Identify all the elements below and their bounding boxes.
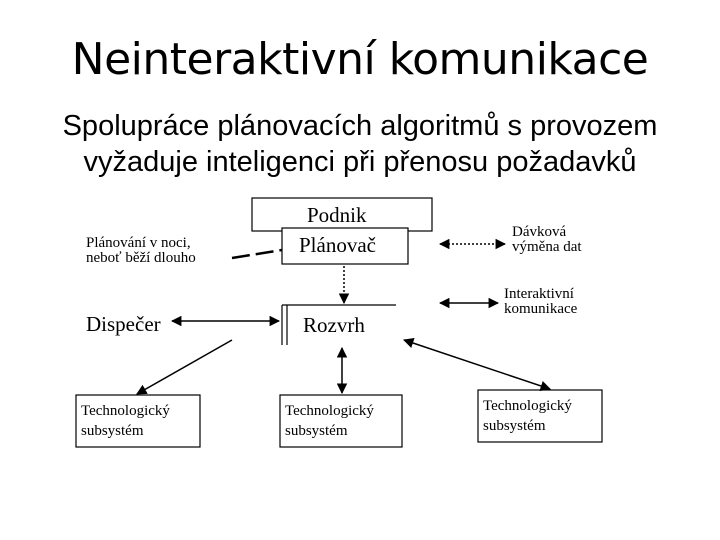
- planning-note-line-1: Plánování v noci,: [86, 235, 191, 251]
- tech-box-1-line-1: Technologický: [81, 403, 170, 419]
- tech-box-3-line-2: subsystém: [483, 418, 546, 434]
- legend-batch-line-1: Dávková: [512, 224, 567, 240]
- subtitle-line-1: Spolupráce plánovacích algoritmů s provozem: [62, 110, 658, 142]
- subtitle-line-2: vyžaduje inteligenci při přenosu požadavků: [83, 146, 637, 178]
- tech-box-1-line-2: subsystém: [81, 423, 144, 439]
- tech-box-1-label: [81, 401, 170, 441]
- planning-dashed-line: [232, 250, 282, 258]
- dispecer-label: Dispečer: [86, 312, 161, 336]
- tech-box-2-line-1: Technologický: [285, 403, 374, 419]
- tech-box-3-line-1: Technologický: [483, 398, 572, 414]
- tech-box-2-line-2: subsystém: [285, 423, 348, 439]
- planning-note: [86, 236, 196, 266]
- rozvrh-label: Rozvrh: [303, 313, 365, 337]
- legend-batch-label: [512, 225, 582, 255]
- planning-note-line-2: neboť běží dlouho: [86, 250, 196, 266]
- legend-batch-line-2: výměna dat: [512, 239, 582, 255]
- dispecer-tech1-arrow: [137, 340, 232, 394]
- legend-interactive-line-1: Interaktivní: [504, 286, 574, 302]
- planovac-label: Plánovač: [299, 233, 376, 257]
- legend-interactive-line-2: komunikace: [504, 301, 578, 317]
- legend-interactive-label: [504, 287, 577, 317]
- tech-box-2-label: [285, 401, 374, 441]
- tech-box-3-label: [483, 396, 572, 436]
- slide-title: Neinteraktivní komunikace: [71, 34, 649, 85]
- rozvrh-tech3-arrow: [404, 340, 550, 389]
- podnik-label: Podnik: [307, 203, 367, 227]
